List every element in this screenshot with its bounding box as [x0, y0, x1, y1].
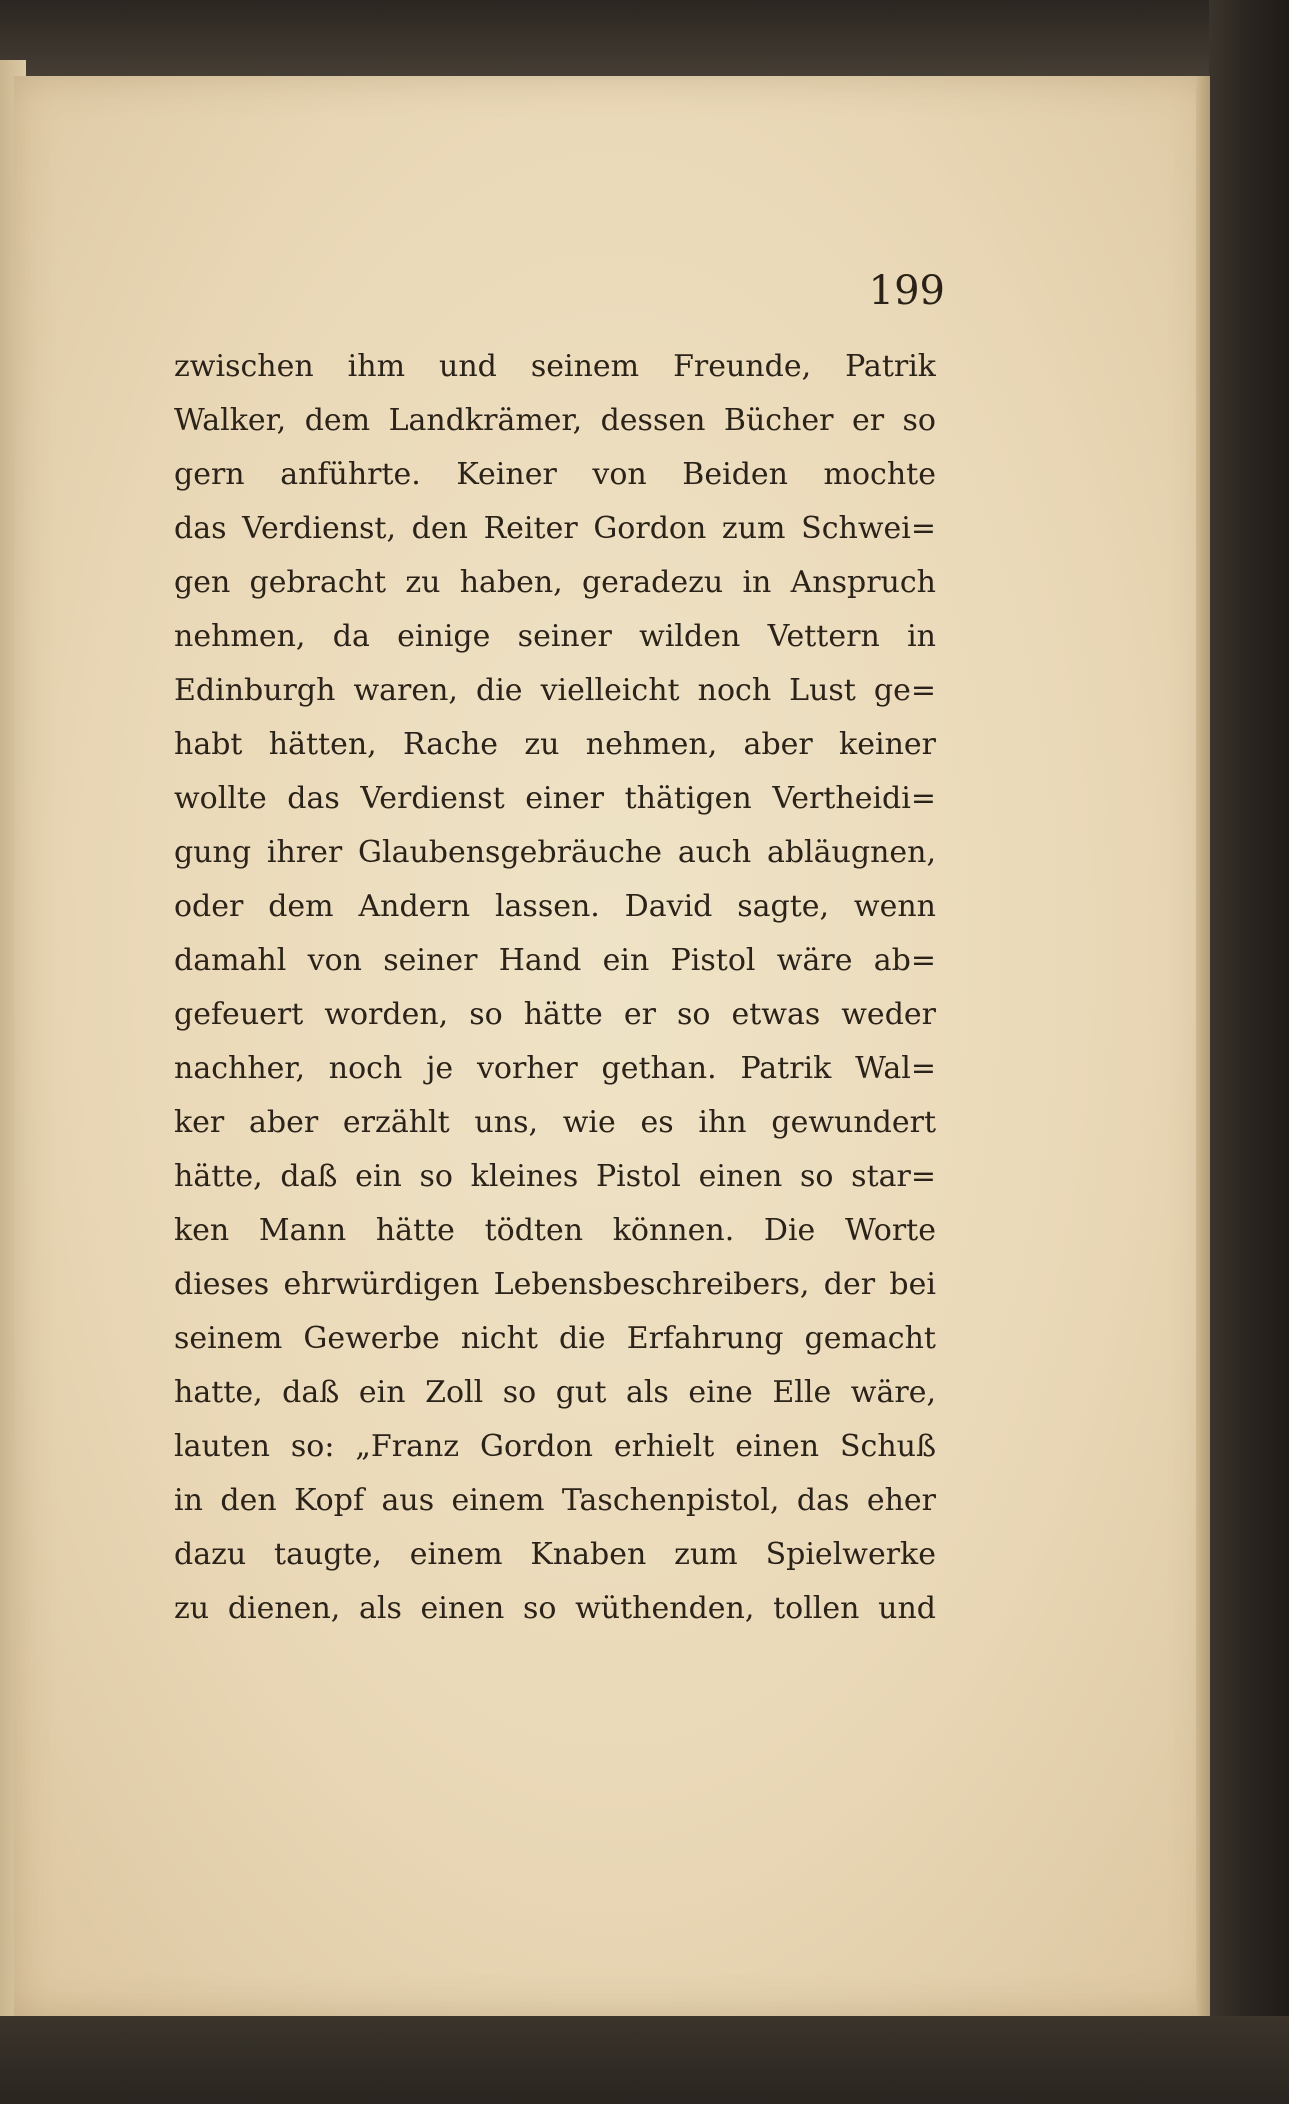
text-line: ker aber erzählt uns, wie es ihn gewundert — [174, 1105, 936, 1140]
text-line: zwischen ihm und seinem Freunde, Patrik — [174, 349, 936, 384]
text-line: habt hätten, Rache zu nehmen, aber keiner — [174, 727, 936, 762]
page-stack-edge — [1196, 76, 1210, 2016]
text-line: oder dem Andern lassen. David sagte, wenn — [174, 889, 936, 924]
text-line: Walker, dem Landkrämer, dessen Bücher er so — [174, 403, 936, 438]
book-cover-top — [0, 0, 1289, 88]
text-line: dieses ehrwürdigen Lebensbeschreibers, der bei — [174, 1267, 936, 1302]
text-line: nehmen, da einige seiner wilden Vettern in — [174, 619, 936, 654]
book-cover-bottom — [0, 2016, 1289, 2104]
text-line: seinem Gewerbe nicht die Erfahrung gemacht — [174, 1321, 936, 1356]
text-line: hatte, daß ein Zoll so gut als eine Elle wäre, — [174, 1375, 936, 1410]
text-line: Edinburgh waren, die vielleicht noch Lust ge= — [174, 673, 936, 708]
text-line: gefeuert worden, so hätte er so etwas weder — [174, 997, 936, 1032]
page-number: 199 — [868, 268, 945, 314]
text-line: zu dienen, als einen so wüthenden, tollen und — [174, 1591, 936, 1626]
text-line: gern anführte. Keiner von Beiden mochte — [174, 457, 936, 492]
text-line: gen gebracht zu haben, geradezu in Anspruch — [174, 565, 936, 600]
book-cover-right — [1209, 0, 1289, 2104]
text-line: wollte das Verdienst einer thätigen Vertheidi= — [174, 781, 936, 816]
text-line: hätte, daß ein so kleines Pistol einen so star= — [174, 1159, 936, 1194]
body-text — [174, 340, 936, 1636]
text-line: gung ihrer Glaubensgebräuche auch abläugnen, — [174, 835, 936, 870]
text-line: damahl von seiner Hand ein Pistol wäre ab= — [174, 943, 936, 978]
text-line: nachher, noch je vorher gethan. Patrik Wal= — [174, 1051, 936, 1086]
text-line: in den Kopf aus einem Taschenpistol, das eher — [174, 1483, 936, 1518]
text-line: ken Mann hätte tödten können. Die Worte — [174, 1213, 936, 1248]
text-line: das Verdienst, den Reiter Gordon zum Schwei= — [174, 511, 936, 546]
text-line: lauten so: „Franz Gordon erhielt einen Schuß — [174, 1429, 936, 1464]
text-line: dazu taugte, einem Knaben zum Spielwerke — [174, 1537, 936, 1572]
